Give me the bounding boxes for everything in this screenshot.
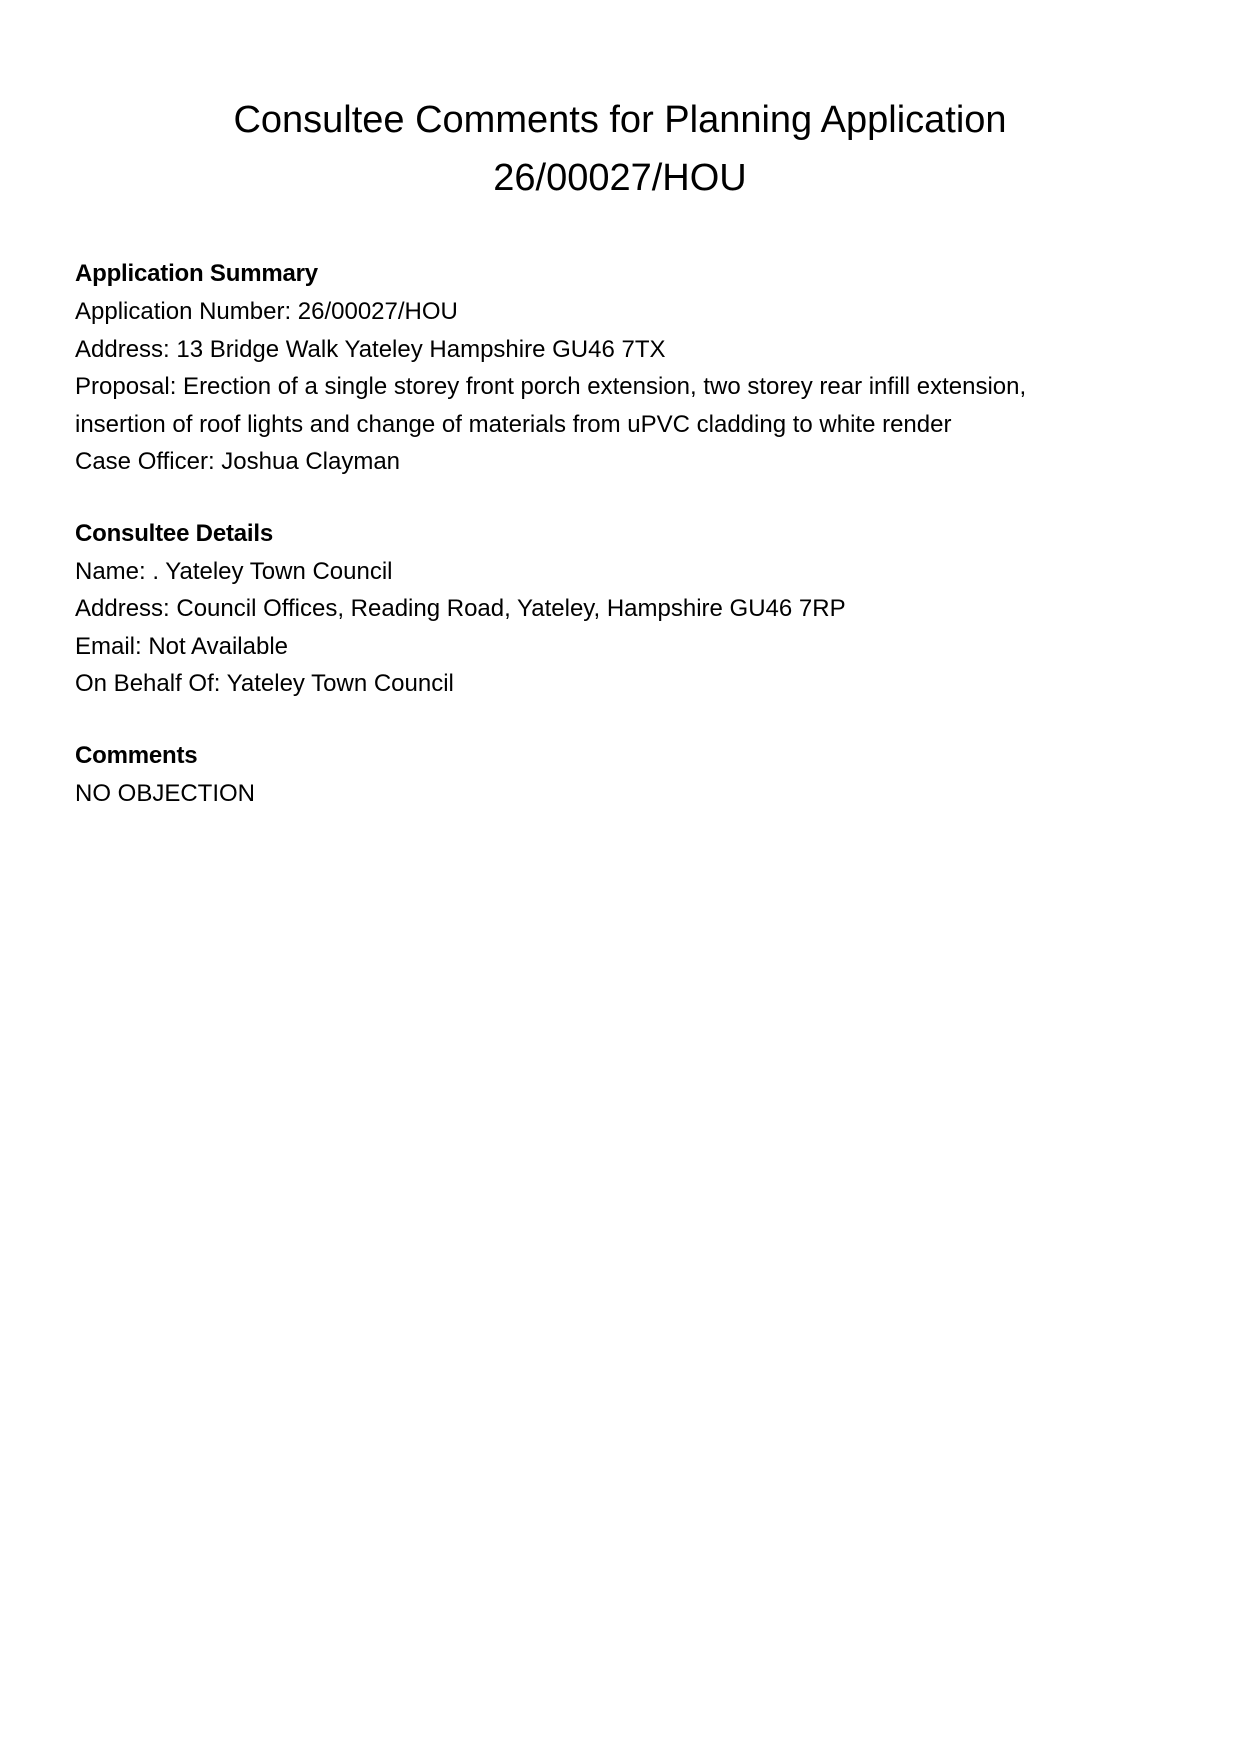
proposal-line-2: insertion of roof lights and change of materials from uPVC cladding to white render (75, 410, 952, 438)
document-content (75, 255, 1175, 846)
proposal-line-1: Proposal: Erection of a single storey front porch extension, two storey rear infill extension, (75, 373, 1027, 400)
application-summary-section (75, 255, 1175, 481)
consultee-name: Name: . Yateley Town Council (75, 557, 393, 585)
consultee-email: Email: Not Available (75, 632, 288, 660)
page-title (0, 91, 1240, 207)
page-title-line-2: 26/00027/HOU (493, 157, 747, 199)
consultee-details-section (75, 515, 1175, 703)
consultee-address: Address: Council Offices, Reading Road, Yateley, Hampshire GU46 7RP (75, 595, 846, 622)
application-number: Application Number: 26/00027/HOU (75, 298, 458, 325)
consultee-details-heading: Consultee Details (75, 519, 273, 547)
application-summary-heading: Application Summary (75, 260, 318, 287)
comments-heading: Comments (75, 741, 198, 769)
page-title-line-1: Consultee Comments for Planning Application (233, 99, 1007, 141)
case-officer: Case Officer: Joshua Clayman (75, 448, 401, 475)
application-address: Address: 13 Bridge Walk Yateley Hampshire GU46 7TX (75, 335, 666, 363)
comments-section (75, 737, 1175, 813)
comments-text: NO OBJECTION (75, 779, 256, 807)
consultee-on-behalf-of: On Behalf Of: Yateley Town Council (75, 670, 454, 697)
